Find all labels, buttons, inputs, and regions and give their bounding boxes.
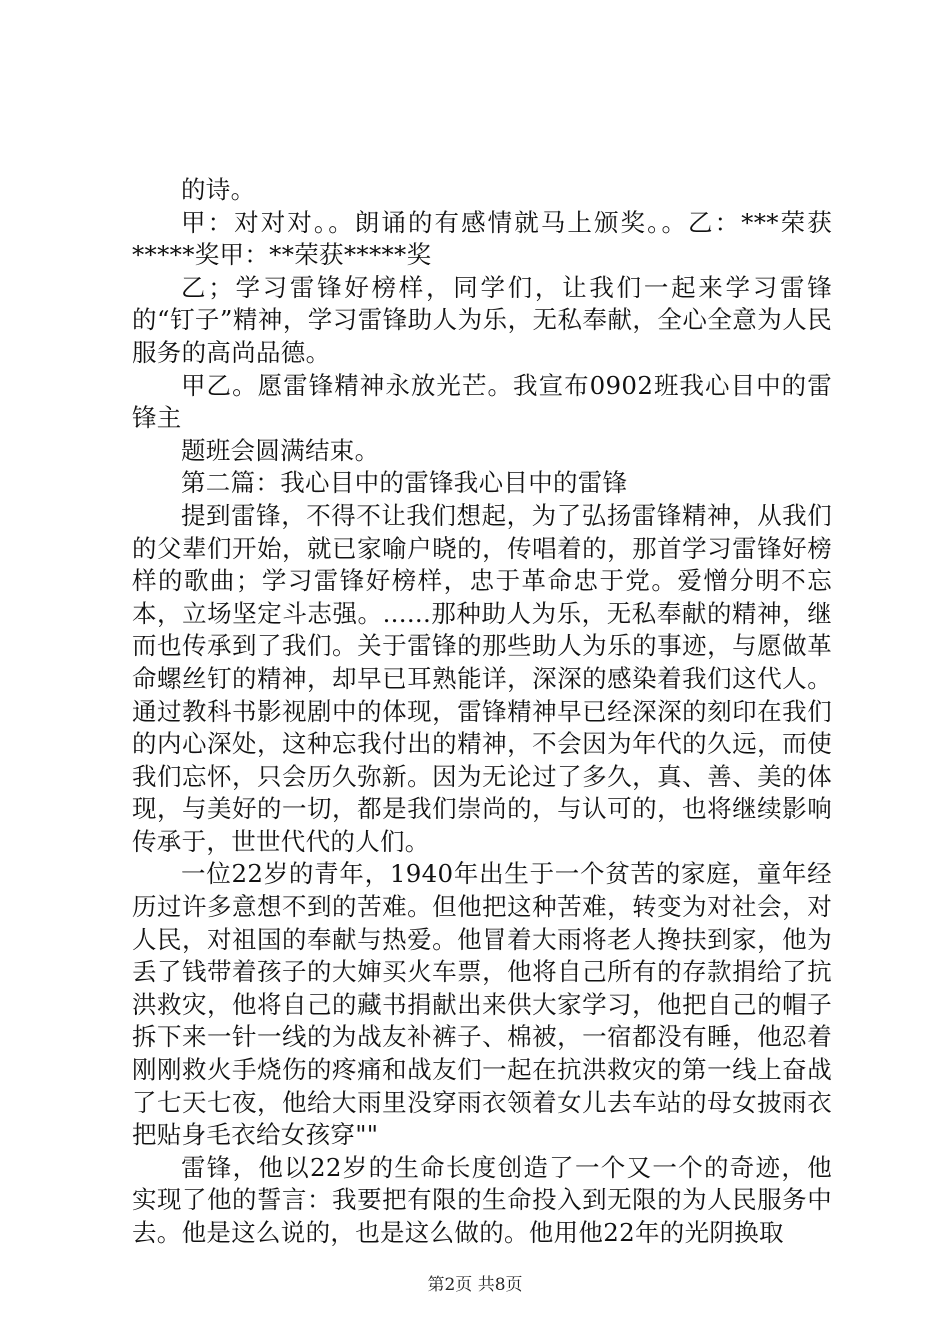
paragraph-award: 甲：对对对。。朗诵的有感情就马上颁奖。。乙：***荣获*****奖甲：**荣获*****奖 (132, 207, 832, 270)
document-body (132, 174, 832, 1250)
section-heading: 第二篇：我心目中的雷锋我心目中的雷锋 (181, 468, 628, 498)
paragraph-meeting-end: 题班会圆满结束。 (181, 435, 380, 465)
paragraph-learn-leifeng: 乙；学习雷锋好榜样，同学们，让我们一起来学习雷锋的“钉子”精神，学习雷锋助人为乐，无私奉献，全心全意为人民服务的高尚品德。 (132, 272, 832, 367)
paragraph-miracle: 雷锋，他以22岁的生命长度创造了一个又一个的奇迹，他实现了他的誓言：我要把有限的生命投入到无限的为人民服务中去。他是这么说的，也是这么做的。他用他22年的光阴换取 (132, 1152, 832, 1247)
paragraph-young-man: 一位22岁的青年，1940年出生于一个贫苦的家庭，童年经历过许多意想不到的苦难。但他把这种苦难，转变为对社会，对人民，对祖国的奉献与热爱。他冒着大雨将老人搀扶到家，他为丢了钱带着孩子的大婶买火车票，他将自己所有的存款捐给了抗洪救灾，他将自己的藏书捐献出来供大家学习，他把自己的帽子拆下来一针一线的为战友补裤子、棉被，一宿都没有睡，他忍着刚刚救火手烧伤的疼痛和战友们一起在抗洪救灾的第一线上奋战了七天七夜，他给大雨里没穿雨衣领着女儿去车站的母女披雨衣把贴身毛衣给女孩穿"" (132, 859, 832, 1150)
page-number-footer: 第2页 共8页 (427, 1275, 523, 1295)
paragraph-mention-leifeng: 提到雷锋，不得不让我们想起，为了弘扬雷锋精神，从我们的父辈们开始，就已家喻户晓的，传唱着的，那首学习雷锋好榜样的歌曲；学习雷锋好榜样，忠于革命忠于党。爱憎分明不忘本，立场坚定斗志强。......那种助人为乐，无私奉献的精神，继而也传承到了我们。关于雷锋的那些助人为乐的事迹，与愿做革命螺丝钉的精神，却早已耳熟能详，深深的感染着我们这代人。通过教科书影视剧中的体现，雷锋精神早已经深深的刻印在我们的内心深处，这种忘我付出的精神，不会因为年代的久远，而使我们忘怀，只会历久弥新。因为无论过了多久，真、善、美的体现，与美好的一切，都是我们崇尚的，与认可的，也将继续影响传承于，世世代代的人们。 (132, 500, 832, 856)
paragraph-poem-end: 的诗。 (181, 175, 256, 204)
paragraph-announce: 甲乙。愿雷锋精神永放光芒。我宣布0902班我心目中的雷锋主 (132, 370, 832, 433)
